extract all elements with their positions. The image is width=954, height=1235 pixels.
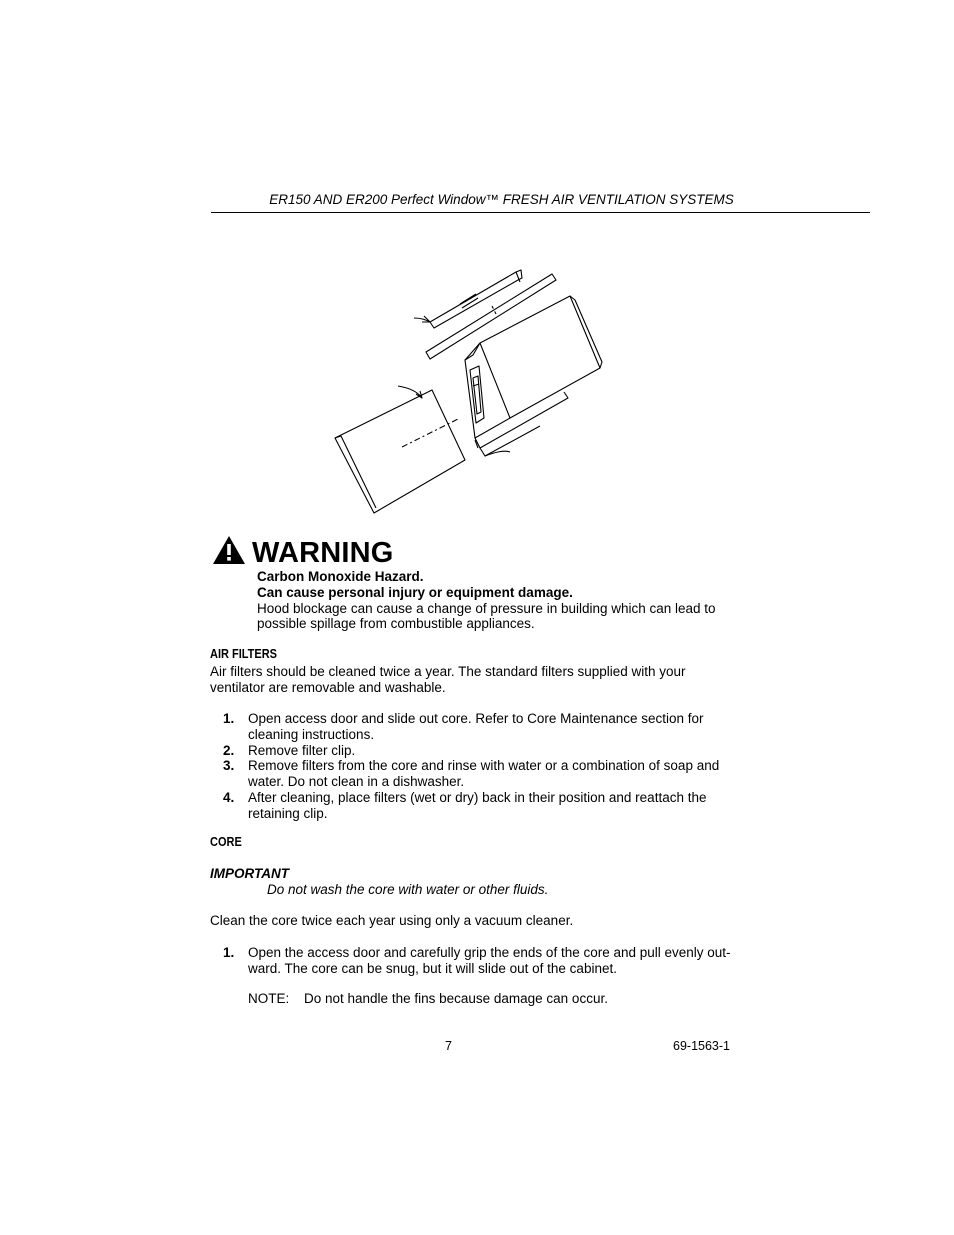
core-heading: CORE: [210, 835, 242, 849]
intro-line: ventilator are removable and washable.: [210, 679, 446, 695]
header-title: ER150 AND ER200 Perfect Window™ FRESH AIR VENTILATION SYSTEMS: [269, 192, 734, 207]
list-item: [219, 711, 759, 743]
step-text: Open the access door and carefully grip the ends of the core and pull evenly out-: [248, 945, 731, 960]
step-text: Remove filter clip.: [248, 742, 356, 758]
step-number: 4.: [223, 789, 235, 805]
air-filters-intro: [210, 664, 730, 696]
document-number: 69-1563-1: [673, 1039, 730, 1053]
list-item: [219, 743, 759, 759]
step-text: After cleaning, place filters (wet or dry) back in their position and reattach the: [248, 789, 707, 805]
intro-line: Air filters should be cleaned twice a year. The standard filters supplied with your: [210, 664, 686, 679]
step-text: Open access door and slide out core. Refer to Core Maintenance section for: [248, 711, 704, 726]
step-text: ward. The core can be snug, but it will slide out of the cabinet.: [248, 960, 617, 976]
important-text: Do not wash the core with water or other fluids.: [267, 882, 549, 897]
note-label: NOTE:: [248, 991, 290, 1006]
important-label: IMPORTANT: [210, 866, 289, 881]
warning-hazard: Carbon Monoxide Hazard.: [257, 569, 424, 584]
core-filter-illustration: [330, 260, 610, 520]
step-text: retaining clip.: [248, 805, 328, 821]
list-item: [219, 758, 759, 790]
note-text: Do not handle the fins because damage can occur.: [304, 991, 608, 1006]
step-number: 2.: [223, 742, 235, 758]
page-number: 7: [445, 1039, 452, 1053]
step-number: 1.: [223, 945, 235, 960]
warning-triangle-icon: [211, 534, 247, 566]
list-item: [219, 945, 759, 977]
air-filters-steps: [219, 711, 759, 822]
core-steps: [219, 945, 759, 977]
core-clean-text: Clean the core twice each year using only a vacuum cleaner.: [210, 913, 574, 928]
step-number: 3.: [223, 758, 235, 774]
core-note: [248, 991, 608, 1006]
air-filters-heading: AIR FILTERS: [210, 647, 278, 661]
warning-body: [257, 569, 757, 632]
warning-text-line: possible spillage from combustible appliances.: [257, 616, 535, 632]
warning-text-line: Hood blockage can cause a change of pressure in building which can lead to: [257, 600, 716, 616]
header-divider: [211, 212, 870, 213]
step-text: Remove filters from the core and rinse with water or a combination of soap and: [248, 758, 720, 774]
step-text: cleaning instructions.: [248, 726, 375, 742]
warning-consequence: Can cause personal injury or equipment damage.: [257, 584, 573, 600]
warning-heading: WARNING: [252, 537, 394, 569]
list-item: [219, 790, 759, 822]
step-number: 1.: [223, 711, 235, 726]
step-text: water. Do not clean in a dishwasher.: [248, 774, 465, 790]
